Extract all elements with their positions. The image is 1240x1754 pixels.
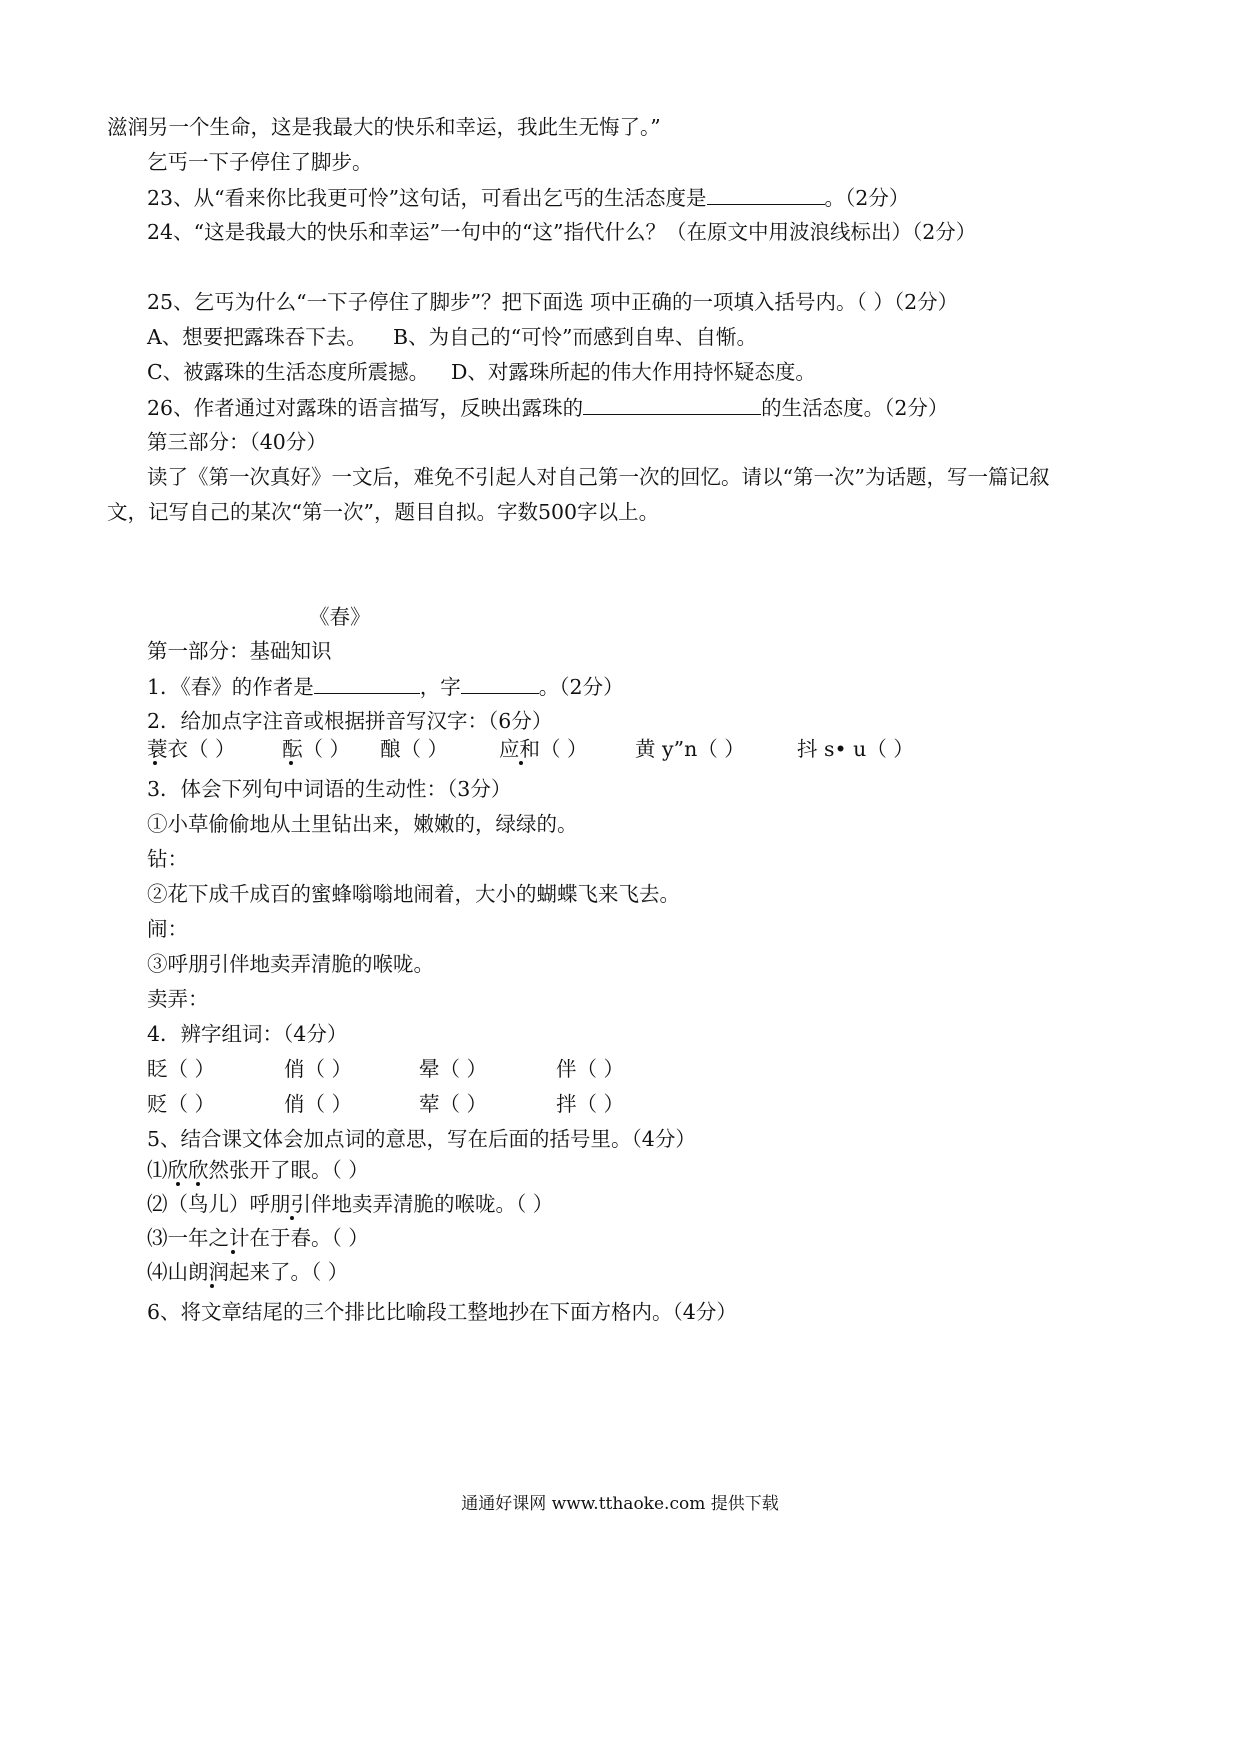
option-b: B、为自己的“可怜”而感到自卑、自惭。 [393,325,758,349]
pinyin-item-niang: 酿（ ） [380,737,449,761]
pinyin-item-huang: 黄 y”n（ ） [635,737,745,761]
question-3-sentence-2: ②花下成千成百的蜜蜂嗡嗡地闹着，大小的蝴蝶飞来飞去。 [147,882,680,906]
question-1-score: 。（2分） [538,675,624,699]
section-title: 《春》 [309,605,371,629]
question-2-items [147,734,947,764]
word-item: 俏（ ） [284,1092,353,1116]
question-3-sentence-3: ③呼朋引伴地卖弄清脆的喉咙。 [147,952,434,976]
word-item: 伴（ ） [556,1057,625,1081]
passage-line-1: 滋润另一个生命，这是我最大的快乐和幸运，我此生无悔了。” [107,115,661,139]
word-item: 晕（ ） [419,1057,488,1081]
question-5-item-4: ⑷山朗润起来了。（ ） [147,1260,349,1284]
question-1-text: 1．《春》的作者是 [147,675,314,699]
question-23-score: 。（2分） [824,186,910,210]
essay-prompt-line-2: 文，记写自己的某次“第一次”，题目自拟。字数500字以上。 [107,500,660,524]
question-5: 5、结合课文体会加点词的意思，写在后面的括号里。（4分） [147,1127,696,1151]
question-3-word-1: 钻： [147,847,188,871]
option-c: C、被露珠的生活态度所震撼。 [147,360,430,384]
question-5-item-2: ⑵（鸟儿）呼朋引伴地卖弄清脆的喉咙。（ ） [147,1192,554,1216]
question-4-row-2 [147,1089,707,1119]
question-4: 4．辨字组词：（4分） [147,1022,348,1046]
question-26 [147,392,948,423]
question-26-text: 26、作者通过对露珠的语言描写，反映出露珠的 [147,396,584,420]
pinyin-item-dou: 抖 s• u（ ） [797,737,914,761]
option-a: A、想要把露珠吞下去。 [147,325,367,349]
pinyin-item-yun: 酝（ ） [282,737,351,761]
word-item: 拌（ ） [556,1092,625,1116]
essay-prompt-line-1: 读了《第一次真好》一文后，难免不引起人对自己第一次的回忆。请以“第一次”为话题，写一篇记叙 [147,465,1050,489]
part-1-heading: 第一部分：基础知识 [147,639,332,663]
word-item: 荤（ ） [419,1092,488,1116]
answer-blank-courtesy-name[interactable] [461,671,539,694]
word-item: 贬（ ） [147,1092,216,1116]
answer-blank-23[interactable] [707,182,825,205]
question-23 [147,182,909,213]
question-3-sentence-1: ①小草偷偷地从土里钻出来，嫩嫩的，绿绿的。 [147,812,578,836]
word-item: 俏（ ） [284,1057,353,1081]
question-4-row-1 [147,1054,707,1084]
pinyin-item-yinghe: 应和（ ） [499,737,588,761]
question-2: 2．给加点字注音或根据拼音写汉字：（6分） [147,709,553,733]
question-23-text: 23、从“看来你比我更可怜”这句话，可看出乞丐的生活态度是 [147,186,707,210]
question-1-mid: ，字 [419,675,461,699]
option-d: D、对露珠所起的伟大作用持怀疑态度。 [451,360,816,384]
question-6: 6、将文章结尾的三个排比比喻段工整地抄在下面方格内。（4分） [147,1300,737,1324]
question-5-item-1: ⑴欣欣然张开了眼。（ ） [147,1158,369,1182]
question-3-word-3: 卖弄： [147,987,209,1011]
word-item: 眨（ ） [147,1057,216,1081]
question-24: 24、“这是我最大的快乐和幸运”一句中的“这”指代什么？（在原文中用波浪线标出）（2分） [147,220,977,244]
question-1 [147,671,624,702]
page-footer: 通通好课网 www.tthaoke.com 提供下载 [461,1494,779,1514]
passage-line-2: 乞丐一下子停住了脚步。 [147,150,373,174]
answer-blank-26[interactable] [583,392,761,415]
question-5-item-3: ⑶一年之计在于春。（ ） [147,1226,369,1250]
pinyin-item-suoyi: 蓑衣（ ） [147,737,236,761]
part-3-heading: 第三部分：（40分） [147,430,327,454]
question-3-word-2: 闹： [147,917,188,941]
question-26-score: 的生活态度。（2分） [761,396,949,420]
question-25: 25、乞丐为什么“一下子停住了脚步”？把下面选 项中正确的一项填入括号内。（ ）（2分） [147,290,959,314]
answer-blank-author[interactable] [314,671,420,694]
question-3: 3．体会下列句中词语的生动性：（3分） [147,777,512,801]
